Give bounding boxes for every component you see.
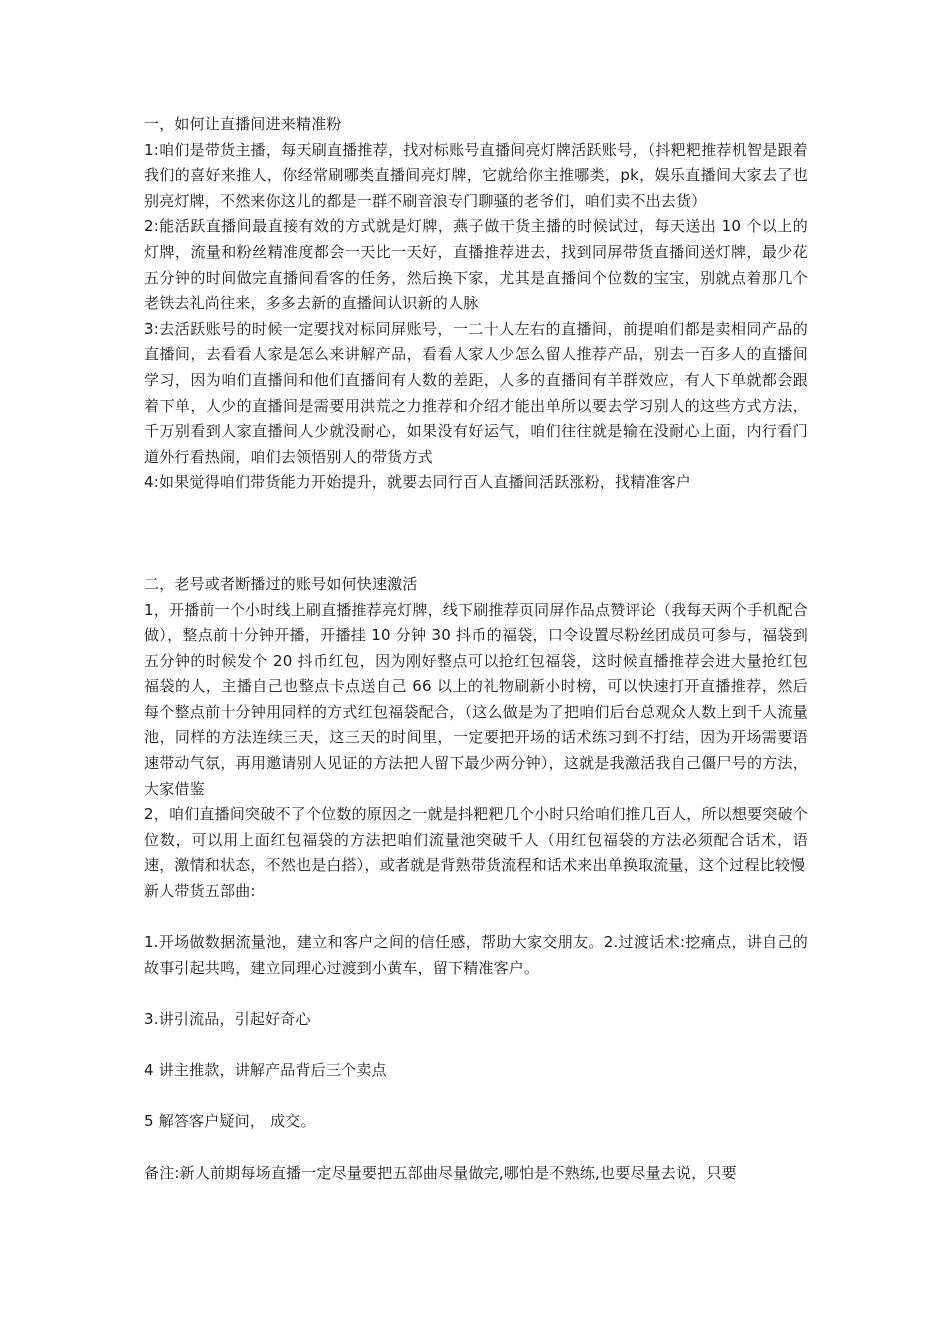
step-1-2: 1.开场做数据流量池，建立和客户之间的信任感，帮助大家交朋友。2.过渡话术:挖痛点，讲自己的故事引起共鸣，建立同理心过渡到小黄车，留下精准客户。 <box>144 933 808 977</box>
blank-line <box>144 981 808 1007</box>
section-1-item-1: 1:咱们是带货主播，每天刷直播推荐，找对标账号直播间亮灯牌活跃账号，（抖粑粑推荐机智是跟着我们的喜好来推人，你经常刷哪类直播间亮灯牌，它就给你主推哪类，pk，娱乐直播间大家去了也别亮灯牌，不然来你这儿的都是一群不刷音浪专门聊骚的老爷们，咱们卖不出去货） <box>144 140 808 210</box>
blank-line <box>144 1033 808 1059</box>
note: 备注:新人前期每场直播一定尽量要把五部曲尽量做完,哪怕是不熟练,也要尽量去说，只要 <box>144 1163 737 1182</box>
section-1-item-2: 2:能活跃直播间最直接有效的方式就是灯牌，燕子做干货主播的时候试过，每天送出 10 个以上的灯牌，流量和粉丝精准度都会一天比一天好，直播推荐进去，找到同屏带货直播间送灯牌，最少花五分钟的时间做完直播间看客的任务，然后换下家，尤其是直播间个位数的宝宝，别就点着那几个老铁去礼尚往来，多多去新的直播间认识新的人脉 <box>144 217 808 313</box>
section-2-item-1: 1，开播前一个小时线上刷直播推荐亮灯牌，线下刷推荐页同屏作品点赞评论（我每天两个手机配合做），整点前十分钟开播，开播挂 10 分钟 30 抖币的福袋，口令设置尽粉丝团成员可参与，福袋到五分钟的时候发个 20 抖币红包，因为刚好整点可以抢红包福袋，这时候直播推荐会进大量抢红包福袋的人，主播自己也整点卡点送自己 66 以上的礼物刷新小时榜，可以快速打开直播推荐，然后每个整点前十分钟用同样的方式红包福袋配合，（这么做是为了把咱们后台总观众人数上到千人流量池，同样的方法连续三天，这三天的时间里，一定要把开场的话术练习到不打结，因为开场需要语速带动气氛，再用邀请别人见证的方法把人留下最少两分钟），这就是我激活我自己僵尸号的方法，大家借鉴 <box>144 600 808 798</box>
section-2-item-2: 2，咱们直播间突破不了个位数的原因之一就是抖粑粑几个小时只给咱们推几百人，所以想要突破个位数，可以用上面红包福袋的方法把咱们流量池突破千人（用红包福袋的方法必须配合话术，语速，激情和状态，不然也是白搭），或者就是背熟带货流程和话术来出单换取流量，这个过程比较慢 <box>144 805 808 875</box>
section-1-heading: 一，如何让直播间进来精准粉 <box>144 115 342 133</box>
step-5: 5 解答客户疑问， 成交。 <box>144 1112 316 1131</box>
step-3: 3.讲引流品，引起好奇心 <box>144 1010 311 1028</box>
blank-line <box>144 905 808 931</box>
step-4: 4 讲主推款，讲解产品背后三个卖点 <box>144 1061 387 1080</box>
section-3-heading: 新人带货五部曲: <box>144 882 256 901</box>
section-2-heading: 二，老号或者断播过的账号如何快速激活 <box>144 574 418 593</box>
blank-line <box>144 1135 808 1161</box>
section-spacer <box>144 496 808 572</box>
document-page <box>144 112 808 1186</box>
section-1-item-4: 4:如果觉得咱们带货能力开始提升，就要去同行百人直播间活跃涨粉，找精准客户 <box>144 473 692 492</box>
blank-line <box>144 1084 808 1110</box>
section-1-item-3: 3:去活跃账号的时候一定要找对标同屏账号，一二十人左右的直播间，前提咱们都是卖相同产品的直播间，去看看人家是怎么来讲解产品，看看人家人少怎么留人推荐产品，别去一百多人的直播间学习，因为咱们直播间和他们直播间有人数的差距，人多的直播间有羊群效应，有人下单就都会跟着下单，人少的直播间是需要用洪荒之力推荐和介绍才能出单所以要去学习别人的这些方式方法，千万别看到人家直播间人少就没耐心，如果没有好运气，咱们往往就是输在没耐心上面，内行看门道外行看热闹，咱们去领悟别人的带货方式 <box>144 319 808 466</box>
